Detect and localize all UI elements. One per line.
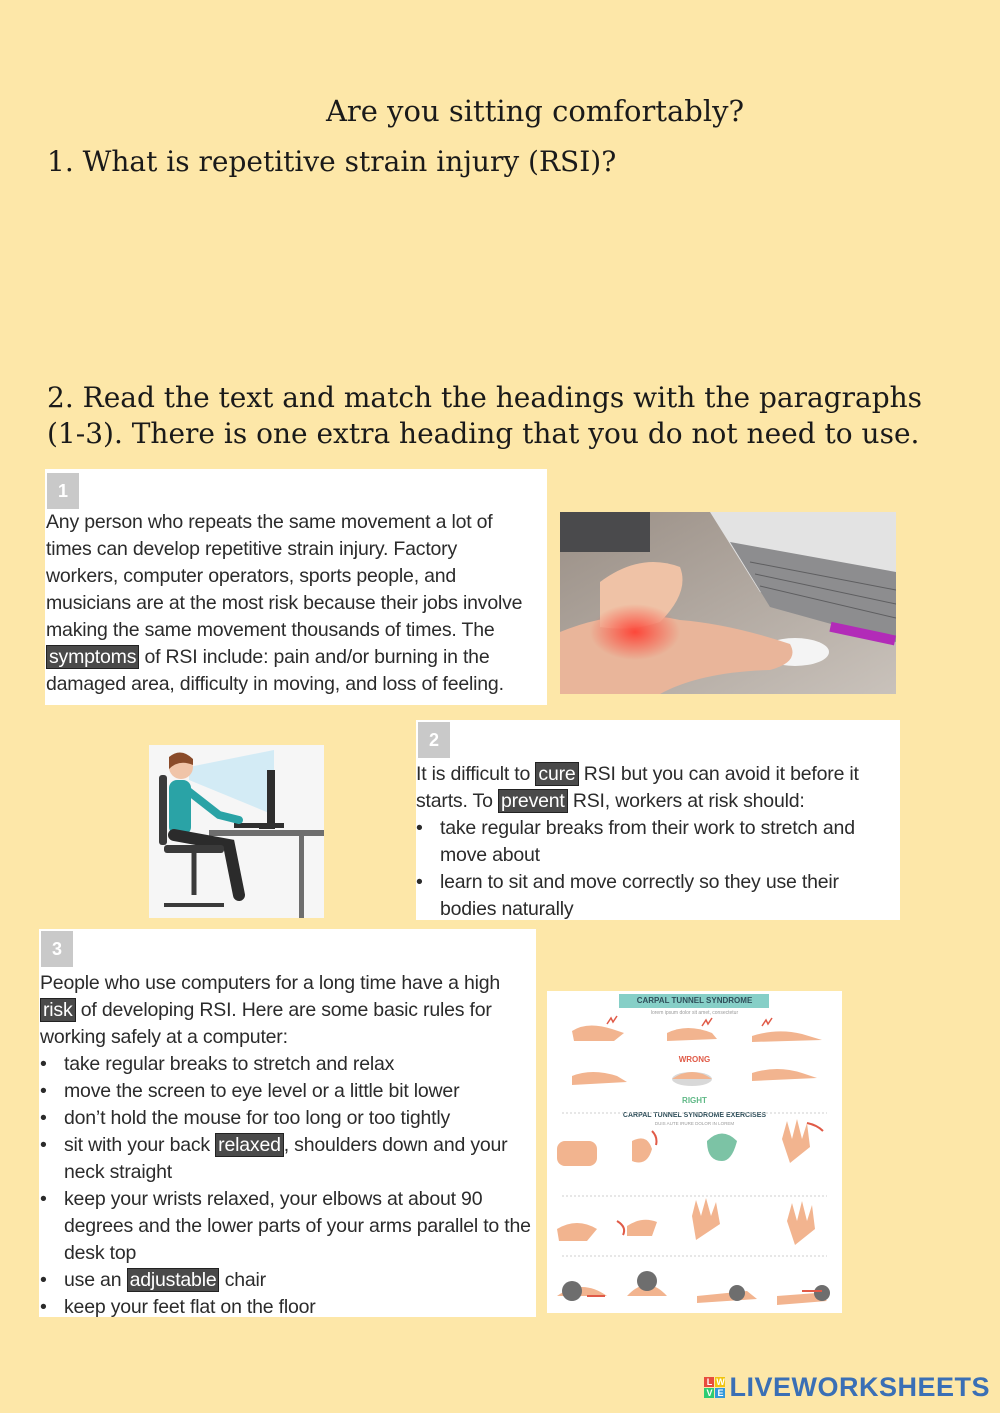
text-line: workers, computer operators, sports people, and (46, 565, 457, 587)
infographic-heading: CARPAL TUNNEL SYNDROME (636, 996, 753, 1005)
logo-letter: L (704, 1377, 714, 1387)
text-fragment: use an (64, 1269, 127, 1291)
list-item (40, 1267, 536, 1294)
right-label: RIGHT (682, 1096, 707, 1105)
paragraph-2-panel (416, 720, 900, 920)
list-item: • don’t hold the mouse for too long or too tightly (40, 1105, 536, 1132)
text-line (416, 761, 900, 788)
text-line (40, 997, 536, 1024)
paragraph-3-panel (39, 929, 536, 1317)
question-1: 1. What is repetitive strain injury (RSI)? (47, 145, 617, 178)
text-fragment: RSI but you can avoid it before it (578, 763, 859, 785)
list-item: • move the screen to eye level or a little bit lower (40, 1078, 536, 1105)
vocab-highlight-symptoms[interactable]: symptoms (46, 645, 139, 669)
text-fragment: RSI, workers at risk should: (567, 790, 805, 812)
list-item: • take regular breaks from their work to stretch and move about (416, 815, 900, 869)
text-line: times can develop repetitive strain injury. Factory (46, 538, 458, 560)
list-item (40, 1132, 536, 1186)
text-line: musicians are at the most risk because their jobs involve (46, 592, 523, 614)
wrong-label: WRONG (678, 1055, 711, 1064)
brand-name: LIVEWORKSHEETS (729, 1371, 990, 1402)
text-line: working safely at a computer: (40, 1026, 288, 1048)
paragraph-1-text (46, 509, 551, 698)
text-line: People who use computers for a long time have a high (40, 972, 501, 994)
hand-exercise-drawings (547, 991, 842, 1313)
text-line: damaged area, difficulty in moving, and loss of feeling. (46, 673, 504, 695)
text-line: Any person who repeats the same movement a lot of (46, 511, 493, 533)
liveworksheets-logo (704, 1371, 990, 1403)
carpal-tunnel-infographic (547, 991, 842, 1313)
paragraph-number: 1 (47, 473, 79, 509)
text-line: making the same movement thousands of times. The (46, 619, 495, 641)
logo-letter: E (717, 1387, 724, 1398)
paragraph-number: 2 (418, 722, 450, 758)
paragraph-1-panel (45, 469, 547, 705)
vocab-highlight-risk[interactable]: risk (40, 998, 76, 1022)
infographic-subheading: lorem ipsum dolor sit amet, consectetur (650, 1010, 739, 1016)
text-fragment: starts. To (416, 790, 498, 812)
vocab-highlight-relaxed[interactable]: relaxed (215, 1133, 284, 1157)
vocab-highlight-adjustable[interactable]: adjustable (127, 1268, 220, 1292)
text-fragment: of RSI include: pain and/or burning in the (139, 646, 490, 668)
paragraph-3-text (40, 970, 536, 1321)
page-title: Are you sitting comfortably? (325, 94, 745, 128)
paragraph-number: 3 (41, 931, 73, 967)
list-item: • learn to sit and move correctly so they use their bodies naturally (416, 869, 900, 923)
paragraph-2-text (416, 761, 900, 923)
text-fragment: chair (219, 1269, 266, 1291)
list-item: • take regular breaks to stretch and relax (40, 1051, 536, 1078)
bullet-list (416, 815, 900, 923)
logo-letter: W (716, 1376, 725, 1387)
logo-mark-icon (704, 1377, 725, 1398)
list-item: • keep your feet flat on the floor (40, 1294, 536, 1321)
text-line (416, 788, 900, 815)
text-fragment: of developing RSI. Here are some basic rules for (75, 999, 492, 1021)
wrist-pain-photo (560, 512, 896, 694)
question-2: 2. Read the text and match the headings with the paragraphs (1-3). There is one extra heading that you do not need to use. (47, 381, 923, 450)
list-item: • keep your wrists relaxed, your elbows at about 90 degrees and the lower parts of your arms parallel to the desk top (40, 1186, 536, 1267)
logo-letter: V (706, 1387, 713, 1398)
exercises-heading: CARPAL TUNNEL SYNDROME EXERCISES (622, 1112, 767, 1119)
posture-illustration (149, 745, 324, 918)
exercises-subheading: DUIS AUTE IRURE DOLOR IN LOREM (654, 1121, 735, 1126)
text-fragment: It is difficult to (416, 763, 536, 785)
text-line (46, 644, 551, 671)
text-fragment: , shoulders down and your neck straight (64, 1134, 508, 1183)
text-fragment: sit with your back (64, 1134, 216, 1156)
vocab-highlight-prevent[interactable]: prevent (498, 789, 568, 813)
vocab-highlight-cure[interactable]: cure (535, 762, 578, 786)
bullet-list (40, 1051, 536, 1321)
